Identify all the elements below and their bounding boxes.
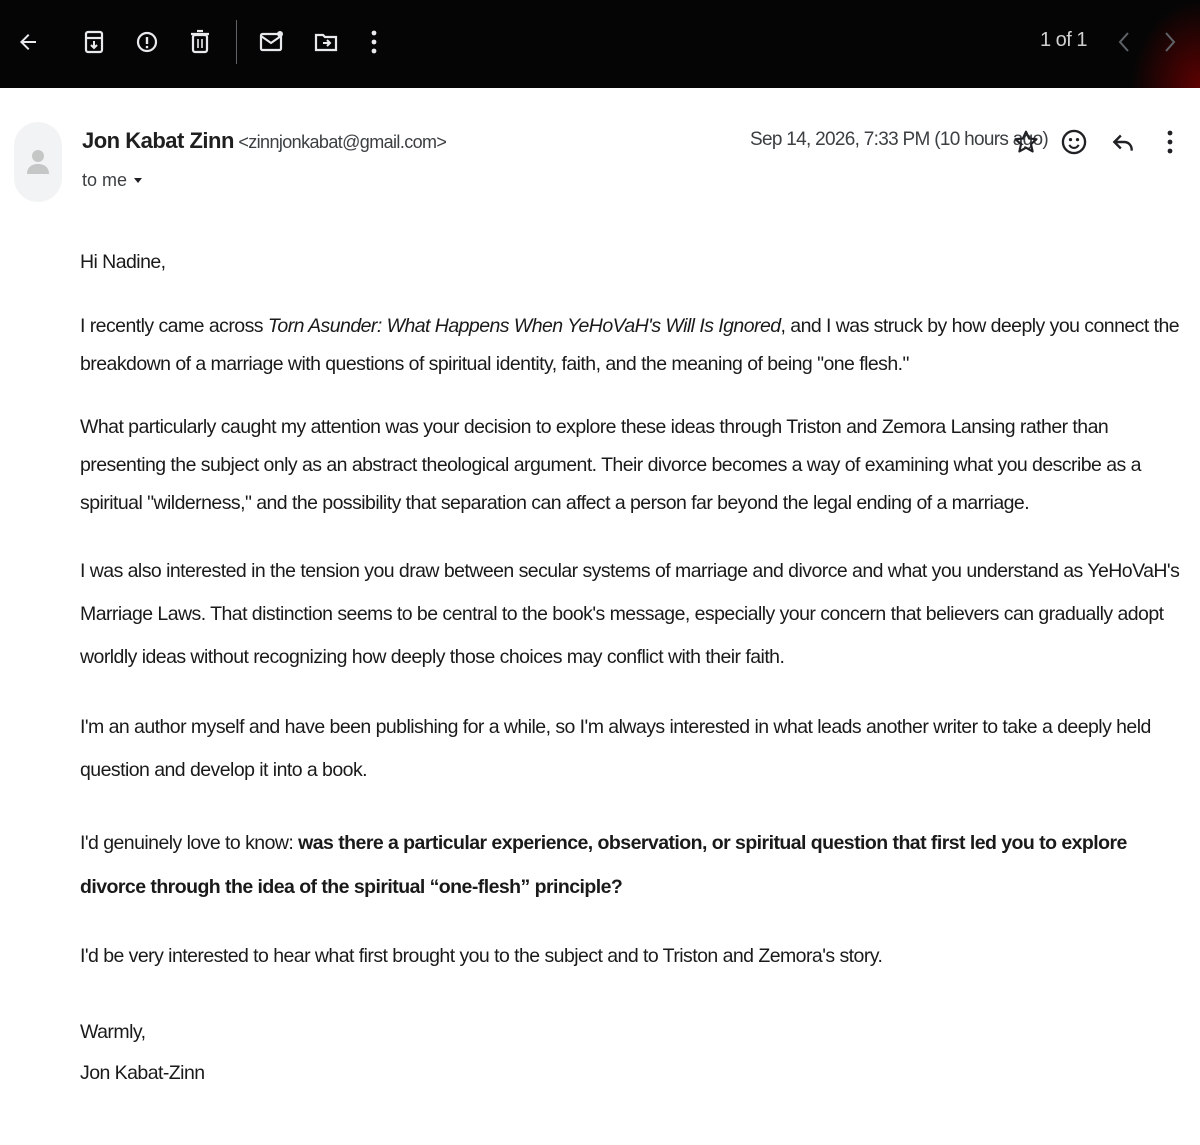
star-icon[interactable] (1008, 124, 1044, 160)
body-paragraph-5 (80, 821, 1180, 909)
closing: Warmly, (80, 1021, 146, 1043)
book-title: Torn Asunder: What Happens When YeHoVaH's Will Is Ignored (267, 315, 781, 337)
dropdown-caret-icon[interactable] (133, 177, 143, 185)
recipient-details[interactable] (82, 170, 143, 191)
pager-count: 1 of 1 (1040, 29, 1088, 51)
recipient-label: to me (82, 170, 128, 190)
sender-email: <zinnjonkabat@gmail.com> (238, 132, 447, 152)
body-paragraph-2: What particularly caught my attention was your decision to explore these ideas through Triston and Zemora Lansing rather than presenting the subject only as an abstract theological argument. Their divorce becomes a way of examining what you describe as a spiritual "wilderness," and the possibility that separation can affect a person far beyond the legal ending of a marriage. (80, 416, 1141, 514)
body-paragraph-3: I was also interested in the tension you draw between secular systems of marriage and divorce and what you understand as YeHoVaH's Marriage Laws. That distinction seems to be central to the book's message, especially your concern that believers can gradually adopt worldly ideas without recognizing how deeply those choices may conflict with their faith. (80, 560, 1180, 668)
mark-unread-icon[interactable] (252, 22, 292, 62)
p5-question: was there a particular experience, observation, or spiritual question that first led you to explore divorce through the idea of the spiritual “one-flesh” principle? (80, 832, 1127, 898)
sender-avatar[interactable] (14, 122, 62, 202)
archive-icon[interactable] (74, 22, 114, 62)
signature: Jon Kabat-Zinn (80, 1062, 205, 1084)
emoji-icon[interactable] (1056, 124, 1092, 160)
back-arrow-icon[interactable] (8, 22, 48, 62)
more-vert-icon[interactable] (1152, 124, 1188, 160)
greeting: Hi Nadine, (80, 251, 166, 273)
person-icon (25, 142, 51, 182)
report-spam-icon[interactable] (127, 22, 167, 62)
move-to-icon[interactable] (306, 22, 346, 62)
body-paragraph-1 (80, 307, 1180, 383)
p1-text-continued: , and I was struck by how deeply you connect the breakdown of a marriage with questions of spiritual identity, faith, and the meaning of being "one flesh." (80, 315, 1180, 375)
p1-text: I recently came across (80, 315, 268, 337)
sender-line (82, 128, 446, 154)
message-date: Sep 14, 2026, 7:33 PM (10 hours ago) (750, 129, 1049, 150)
body-paragraph-4: I'm an author myself and have been publishing for a while, so I'm always interested in what leads another writer to take a deeply held question and develop it into a book. (80, 716, 1151, 781)
more-vert-icon[interactable] (354, 22, 394, 62)
p5-text: I'd genuinely love to know: (80, 832, 299, 854)
chevron-right-icon[interactable] (1150, 22, 1190, 62)
toolbar-divider (236, 20, 237, 64)
email-toolbar (0, 0, 1200, 88)
delete-icon[interactable] (180, 22, 220, 62)
sender-name[interactable]: Jon Kabat Zinn (82, 128, 234, 153)
reply-icon[interactable] (1105, 124, 1141, 160)
chevron-left-icon[interactable] (1104, 22, 1144, 62)
body-paragraph-6: I'd be very interested to hear what first brought you to the subject and to Triston and Zemora's story. (80, 945, 883, 967)
